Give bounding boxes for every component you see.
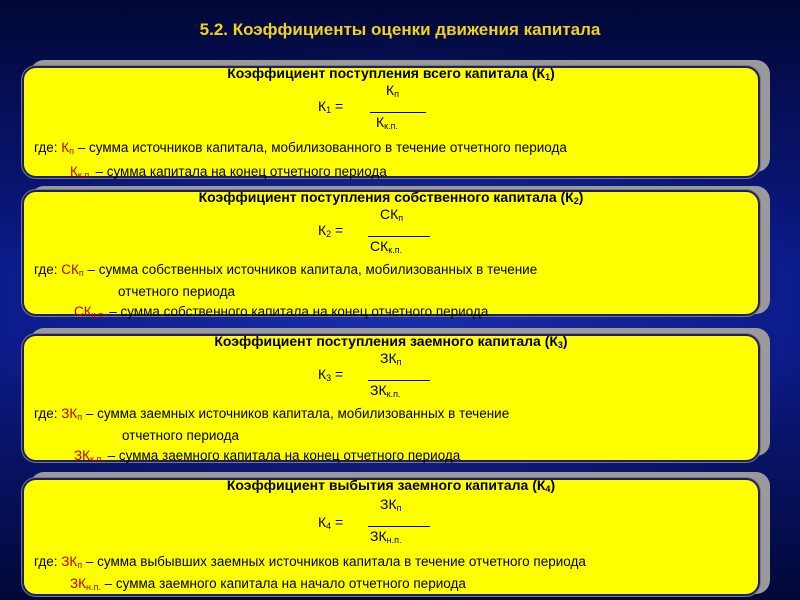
coefficient-card-k3 — [22, 334, 760, 462]
explanation-line: $К_{к.п.}$ – сумма капитала на конец отчетного периода — [70, 164, 387, 180]
card-title: Коэффициент поступления собственного капитала $(К_2)$ — [198, 189, 584, 206]
explanation-line: где: $СК_п$ – сумма собственных источников капитала, мобилизованных в течение — [34, 262, 538, 278]
card-title: Коэффициент поступления заемного капитала $(К_3)$ — [214, 333, 568, 350]
explanation-line: где: $К_п$ – сумма источников капитала, мобилизованного в течение отчетного периода — [34, 140, 567, 156]
explanation-line: где: $ЗК_п$ – сумма заемных источников капитала, мобилизованных в течение — [34, 406, 510, 422]
slide-title: 5.2. Коэффициенты оценки движения капитала — [199, 20, 601, 39]
explanation-line: $ЗК_{н.п.}$ – сумма заемного капитала на начало отчетного периода — [70, 576, 466, 592]
coefficient-card-k1 — [22, 66, 760, 178]
fraction-bar — [368, 526, 430, 527]
explanation-line: $СК_{к.п.}$ – сумма собственного капитала на конец отчетного периода — [74, 304, 489, 320]
formula-numerator: $СК_п$ — [380, 206, 404, 223]
formula-numerator: $ЗК_п$ — [380, 496, 402, 513]
formula-denominator: $К_{к.п.}$ — [376, 114, 398, 131]
fraction-bar — [370, 112, 426, 113]
explanation-line: где: $ЗК_п$ – сумма выбывших заемных источников капитала в течение отчетного периода — [34, 554, 586, 570]
fraction-bar — [368, 236, 430, 237]
formula-lhs: $К_2$ = — [318, 222, 344, 239]
formula-lhs: $К_4$ = — [318, 514, 344, 531]
formula-lhs: $К_1$ = — [318, 98, 344, 115]
coefficient-card-k2 — [22, 189, 760, 320]
formula-denominator: $ЗК_{к.п.}$ — [370, 382, 401, 399]
fraction-bar — [368, 380, 430, 381]
card-title: Коэффициент поступления всего капитала $(К_1)$ — [227, 65, 555, 82]
explanation-line: отчетного периода — [118, 284, 235, 299]
explanation-line: $ЗК_{к.п.}$ – сумма заемного капитала на конец отчетного периода — [74, 448, 461, 464]
coefficient-card-k4 — [22, 478, 760, 596]
formula-numerator: $ЗК_п$ — [380, 350, 402, 367]
formula-numerator: $К_п$ — [386, 82, 400, 99]
card-title: Коэффициент выбытия заемного капитала $(К_4)$ — [226, 477, 556, 494]
formula-lhs: $К_3$ = — [318, 366, 344, 383]
formula-denominator: $ЗК_{н.п.}$ — [370, 528, 402, 545]
formula-denominator: $СК_{к.п.}$ — [370, 238, 403, 255]
explanation-line: отчетного периода — [122, 428, 239, 443]
